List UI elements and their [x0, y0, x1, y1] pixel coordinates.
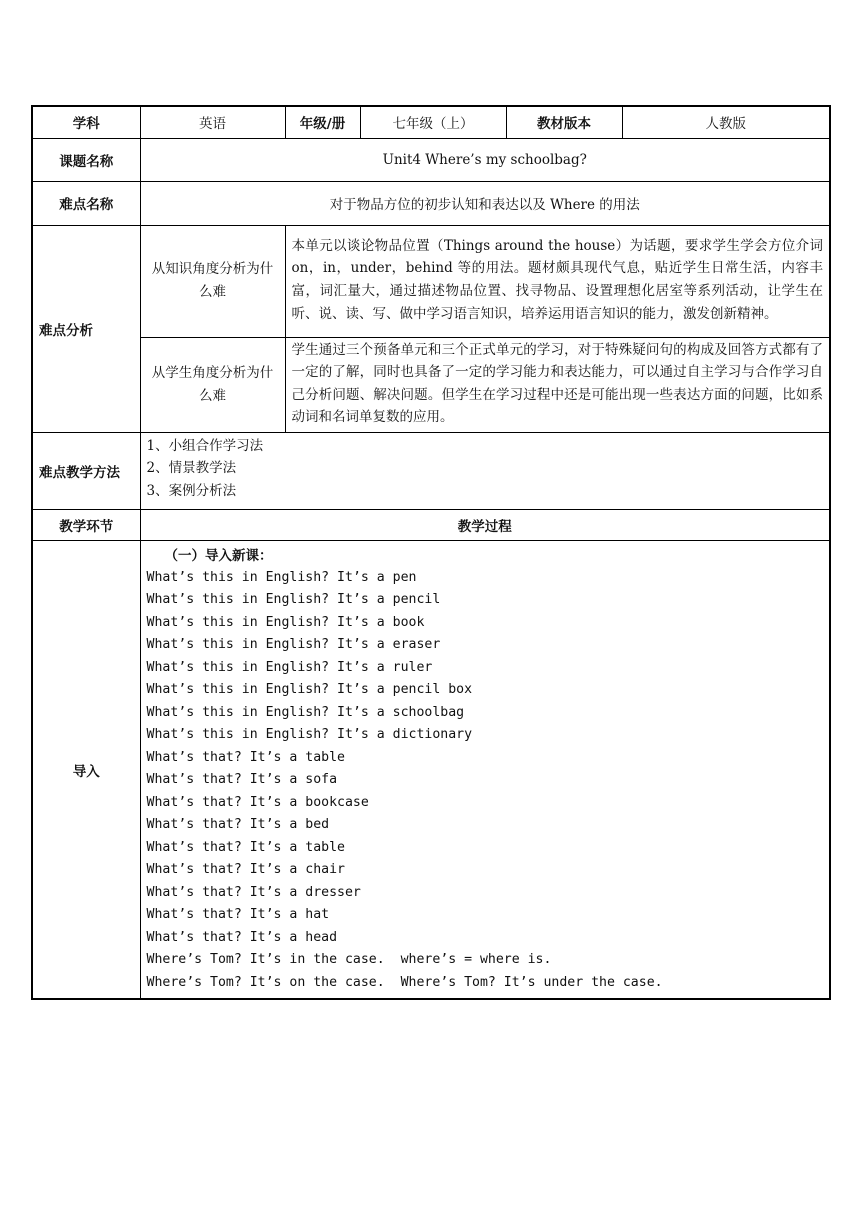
grade-value: 七年级（上） — [360, 106, 506, 138]
difficulty-label: 难点名称 — [32, 181, 140, 225]
header-row — [32, 106, 830, 138]
intro-line: What’s that? It’s a sofa — [146, 772, 338, 788]
intro-line: What’s that? It’s a head — [146, 929, 338, 945]
method-item: 3、案例分析法 — [146, 483, 237, 500]
topic-label: 课题名称 — [32, 138, 140, 181]
method-item: 2、情景教学法 — [146, 460, 237, 477]
process-header: 教学过程 — [140, 509, 830, 540]
intro-line: What’s this in English? It’s a pen — [146, 569, 417, 585]
student-label: 从学生角度分析为什么难 — [140, 337, 285, 432]
method-item: 1、小组合作学习法 — [146, 437, 264, 454]
intro-line: Where’s Tom? It’s on the case. Where’s Tom? It’s under the case. — [146, 974, 663, 990]
intro-line: What’s that? It’s a table — [146, 839, 345, 855]
knowledge-text: 本单元以谈论物品位置（Things around the house）为话题，要求学生学会方位介词 on，in，under，behind 等的用法。题材颇具现代气息，贴近学生日常生活，内容丰富，词汇量大，通过描述物品位置、找寻物品、设置理想化居室等系列活动，让学生在听、说、读、写、做中学习语言知识，培养运用语言知识的能力，激发创新精神。 — [285, 225, 830, 337]
topic-value: Unit4 Where’s my schoolbag? — [140, 138, 830, 181]
difficulty-row — [32, 181, 830, 225]
difficulty-value: 对于物品方位的初步认知和表达以及 Where 的用法 — [140, 181, 830, 225]
intro-line: What’s that? It’s a chair — [146, 862, 345, 878]
topic-row — [32, 138, 830, 181]
analysis-label: 难点分析 — [32, 225, 140, 432]
intro-line: What’s this in English? It’s a pencil — [146, 592, 441, 608]
intro-line: What’s this in English? It’s a book — [146, 614, 425, 630]
intro-stage: 导入 — [32, 540, 140, 999]
edition-value: 人教版 — [622, 106, 830, 138]
intro-lines — [147, 567, 824, 995]
intro-line: What’s that? It’s a bookcase — [146, 794, 369, 810]
intro-heading: （一）导入新课： — [164, 547, 273, 564]
intro-line: What’s this in English? It’s a dictionary — [146, 727, 473, 743]
intro-line: What’s that? It’s a table — [146, 749, 345, 765]
intro-line: What’s this in English? It’s a pencil box — [146, 682, 473, 698]
intro-line: What’s this in English? It’s a eraser — [146, 637, 441, 653]
intro-line: Where’s Tom? It’s in the case. where’s = where is. — [146, 952, 552, 968]
analysis-row-knowledge — [32, 225, 830, 337]
analysis-row-student — [32, 337, 830, 432]
intro-line: What’s that? It’s a hat — [146, 907, 330, 923]
intro-line: What’s this in English? It’s a schoolbag — [146, 704, 465, 720]
methods-label: 难点教学方法 — [32, 432, 140, 509]
stage-header: 教学环节 — [32, 509, 140, 540]
lesson-plan-table — [31, 105, 831, 1000]
methods-row — [32, 432, 830, 509]
intro-row — [32, 540, 830, 999]
intro-line: What’s this in English? It’s a ruler — [146, 659, 433, 675]
grade-label: 年级/册 — [285, 106, 360, 138]
intro-content — [140, 540, 830, 999]
student-text: 学生通过三个预备单元和三个正式单元的学习，对于特殊疑问句的构成及回答方式都有了一定的了解，同时也具备了一定的学习能力和表达能力，可以通过自主学习与合作学习自己分析问题、解决问题。但学生在学习过程中还是可能出现一些表达方面的问题，比如系动词和名词单复数的应用。 — [285, 337, 830, 432]
subject-label: 学科 — [32, 106, 140, 138]
knowledge-label: 从知识角度分析为什么难 — [140, 225, 285, 337]
process-header-row — [32, 509, 830, 540]
subject-value: 英语 — [140, 106, 285, 138]
intro-line: What’s that? It’s a dresser — [146, 884, 361, 900]
edition-label: 教材版本 — [506, 106, 622, 138]
methods-list — [140, 432, 830, 509]
intro-line: What’s that? It’s a bed — [146, 817, 330, 833]
